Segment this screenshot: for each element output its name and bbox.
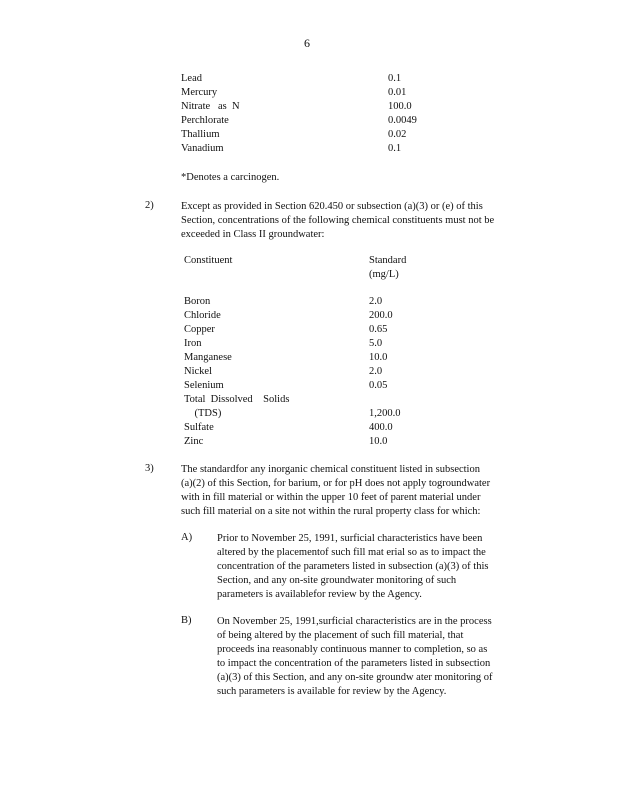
standard-value: 2.0 [369, 296, 383, 307]
constituent-name: Mercury [181, 87, 218, 98]
sub-a-line: Prior to November 25, 1991, surficial characteristics have been [217, 533, 483, 544]
table-row [181, 73, 448, 87]
table-row [181, 129, 448, 143]
table-row [181, 115, 448, 129]
table-row [184, 408, 429, 422]
standard-value: 1,200.0 [369, 408, 401, 419]
standard-value: 0.02 [388, 129, 407, 140]
constituent-name: Iron [184, 338, 202, 349]
table-row [181, 87, 448, 101]
constituent-name: Manganese [184, 352, 232, 363]
constituent-name: Perchlorate [181, 115, 229, 126]
constituent-name: Lead [181, 73, 202, 84]
standard-value: 0.65 [369, 324, 388, 335]
table-row [184, 352, 429, 366]
sub-a-line: parameters is availablefor review by the Agency. [217, 589, 422, 600]
standard-value: 0.1 [388, 73, 402, 84]
standard-value: 2.0 [369, 366, 383, 377]
carcinogen-note: *Denotes a carcinogen. [181, 172, 280, 183]
sub-b-line: to impact the concentration of the parameters listed in subsection [217, 658, 491, 669]
constituent-name: Sulfate [184, 422, 214, 433]
sub-a-line: altered by the placementof such fill mat erial so as to impact the [217, 547, 486, 558]
constituent-name: Boron [184, 296, 211, 307]
sub-b-line: of being altered by the placement of such fill material, that [217, 630, 464, 641]
item-2-line: Except as provided in Section 620.450 or subsection (a)(3) or (e) of this [181, 201, 483, 212]
constituent-name: Selenium [184, 380, 224, 391]
constituent-name: Thallium [181, 129, 220, 140]
item-3-line: such fill material on a site not within the rural property class for which: [181, 506, 481, 517]
table-row [184, 394, 429, 408]
table-row [181, 101, 448, 115]
table-row [184, 338, 429, 352]
constituent-name: (TDS) [184, 408, 222, 419]
standard-value: 200.0 [369, 310, 393, 321]
constituent-name: Nickel [184, 366, 212, 377]
sub-b-line: On November 25, 1991,surficial characteristics are in the process [217, 616, 492, 627]
constituent-name: Zinc [184, 436, 204, 447]
constituent-name: Vanadium [181, 143, 224, 154]
sub-b-line: (a)(3) of this Section, and any on-site groundw ater monitoring of [217, 672, 493, 683]
item-3-line: The standardfor any inorganic chemical constituent listed in subsection [181, 464, 480, 475]
table-row [184, 296, 429, 310]
standard-value: 400.0 [369, 422, 393, 433]
standard-value: 5.0 [369, 338, 383, 349]
constituent-name: Total Dissolved Solids [184, 394, 290, 405]
sub-a-line: Section, and any on-site groundwater monitoring of such [217, 575, 457, 586]
constituent-name: Chloride [184, 310, 221, 321]
item-2-number: 2) [145, 200, 154, 211]
item-2-paragraph [181, 200, 494, 242]
sub-b-line: proceeds ina reasonably continuous manner to completion, so as [217, 644, 488, 655]
sub-b-paragraph [217, 615, 493, 699]
sub-a-paragraph [217, 532, 488, 602]
table-row [184, 366, 429, 380]
standard-value: 10.0 [369, 436, 388, 447]
standard-value: 0.05 [369, 380, 388, 391]
constituent-name: Copper [184, 324, 215, 335]
header-constituent: Constituent [184, 255, 233, 266]
header-standard: Standard [369, 255, 407, 266]
item-3-line: (a)(2) of this Section, for barium, or for pH does not apply togroundwater [181, 478, 491, 489]
table-row [181, 143, 448, 157]
table-row [184, 380, 429, 394]
standard-value: 10.0 [369, 352, 388, 363]
item-2-line: exceeded in Class II groundwater: [181, 229, 325, 240]
page-number: 6 [304, 36, 310, 50]
item-2-line: Section, concentrations of the following chemical constituents must not be [181, 215, 495, 226]
table-row [184, 324, 429, 338]
table-row [184, 422, 429, 436]
standard-value: 0.01 [388, 87, 407, 98]
header-unit: (mg/L) [369, 269, 399, 280]
sub-b-label: B) [181, 615, 192, 626]
item-3-number: 3) [145, 463, 154, 474]
table-row [184, 310, 429, 324]
item-3-line: with in fill material or within the upper 10 feet of parent material under [181, 492, 481, 503]
standard-value: 100.0 [388, 101, 412, 112]
sub-a-label: A) [181, 532, 193, 543]
item-3-paragraph [181, 463, 490, 519]
standard-value: 0.0049 [388, 115, 417, 126]
sub-a-line: concentration of the parameters listed in subsection (a)(3) of this [217, 561, 489, 572]
standard-value: 0.1 [388, 143, 402, 154]
constituent-name: Nitrate as N [181, 101, 240, 112]
table-row [184, 436, 429, 450]
sub-b-line: such parameters is available for review by the Agency. [217, 686, 447, 697]
